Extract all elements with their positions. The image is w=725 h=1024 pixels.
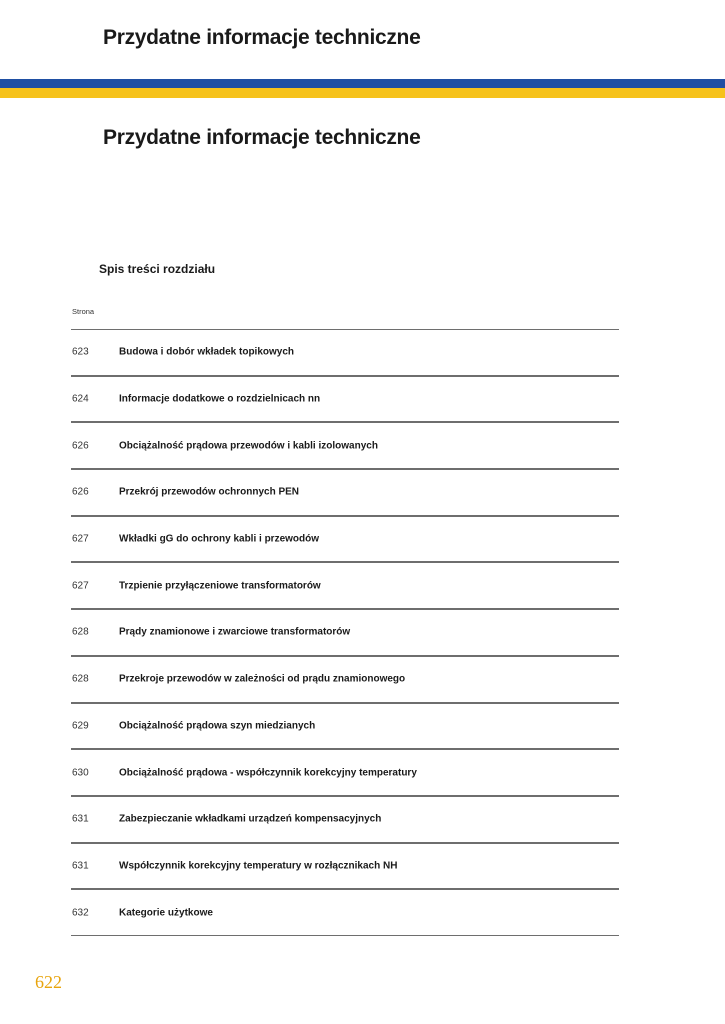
toc-entry-title: Prądy znamionowe i zwarciowe transformatorów — [119, 626, 351, 638]
toc-entry[interactable] — [71, 422, 619, 469]
toc-entry-page: 629 — [72, 720, 89, 732]
header-band-blue — [0, 79, 725, 88]
running-title: Przydatne informacje techniczne — [103, 26, 421, 49]
toc-entry[interactable] — [71, 749, 619, 796]
toc-list — [71, 329, 619, 936]
page-number: 622 — [35, 972, 62, 992]
toc-entry-title: Trzpienie przyłączeniowe transformatorów — [119, 580, 321, 592]
toc-entry[interactable] — [71, 703, 619, 750]
toc-entry[interactable] — [71, 843, 619, 890]
toc-entry[interactable] — [71, 469, 619, 516]
toc-entry-title: Przekroje przewodów w zależności od prądu znamionowego — [119, 673, 406, 685]
toc-entry[interactable] — [71, 376, 619, 423]
toc-entry[interactable] — [71, 516, 619, 563]
toc-entry-title: Obciążalność prądowa przewodów i kabli izolowanych — [119, 440, 378, 452]
toc-entry-page: 628 — [72, 626, 89, 638]
toc-entry-title: Budowa i dobór wkładek topikowych — [119, 346, 295, 358]
toc-entry[interactable] — [71, 889, 619, 936]
page-column-label: Strona — [72, 307, 95, 316]
toc-entry-page: 631 — [72, 813, 89, 825]
toc-heading: Spis treści rozdziału — [99, 262, 216, 276]
toc-entry-page: 632 — [72, 907, 89, 919]
toc-entry[interactable] — [71, 609, 619, 656]
toc-entry-title: Kategorie użytkowe — [119, 907, 213, 919]
toc-entry-page: 624 — [72, 393, 89, 405]
toc-entry[interactable] — [71, 562, 619, 609]
toc-entry-title: Informacje dodatkowe o rozdzielnicach nn — [119, 393, 321, 405]
toc-entry[interactable] — [71, 656, 619, 703]
chapter-title: Przydatne informacje techniczne — [103, 126, 421, 149]
toc-entry-page: 626 — [72, 486, 89, 498]
toc-entry-page: 628 — [72, 673, 89, 685]
toc-entry-title: Zabezpieczanie wkładkami urządzeń kompensacyjnych — [119, 813, 382, 825]
toc-entry-page: 631 — [72, 860, 89, 872]
toc-entry-title: Obciążalność prądowa - współczynnik korekcyjny temperatury — [119, 767, 417, 779]
toc-entry[interactable] — [71, 796, 619, 843]
toc-entry[interactable] — [71, 329, 619, 376]
header-band-yellow — [0, 88, 725, 98]
toc-entry-title: Współczynnik korekcyjny temperatury w rozłącznikach NH — [119, 860, 398, 872]
toc-entry-title: Przekrój przewodów ochronnych PEN — [119, 486, 300, 498]
toc-entry-page: 627 — [72, 533, 89, 545]
toc-entry-page: 623 — [72, 346, 89, 358]
toc-entry-page: 630 — [72, 767, 89, 779]
toc-entry-title: Wkładki gG do ochrony kabli i przewodów — [119, 533, 320, 545]
toc-entry-page: 626 — [72, 440, 89, 452]
toc-entry-title: Obciążalność prądowa szyn miedzianych — [119, 720, 316, 732]
toc-entry-page: 627 — [72, 580, 89, 592]
